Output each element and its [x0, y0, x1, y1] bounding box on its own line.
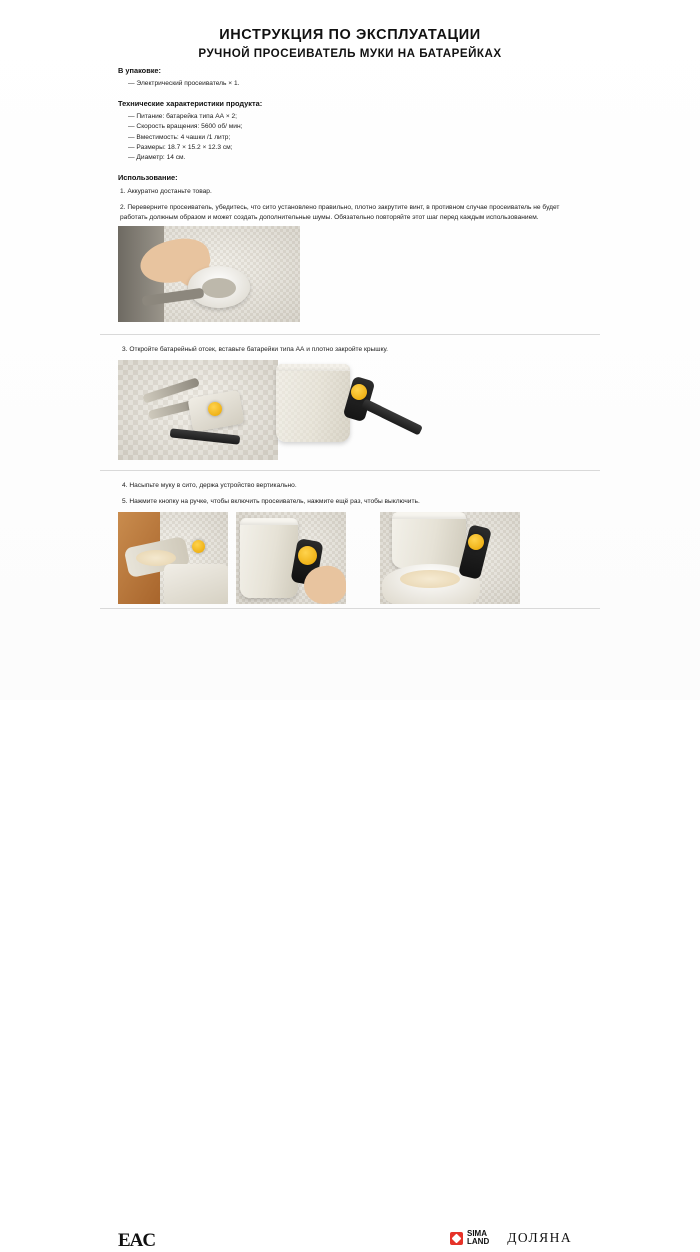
spec-item: — Питание: батарейка типа АА × 2;	[128, 113, 238, 121]
page-footer	[0, 612, 700, 1251]
sima-land-logo	[450, 1230, 489, 1247]
usage-step-4-text: Насыпьте муку в сито, держа устройство вертикально.	[129, 482, 297, 489]
spec-item: — Размеры: 18.7 × 15.2 × 12.3 см;	[128, 143, 233, 151]
photo-c-yellow-button	[351, 384, 367, 400]
usage-step-1-number: 1.	[120, 188, 126, 196]
sima-line2: LAND	[467, 1237, 490, 1247]
photo-f-rim	[392, 512, 466, 519]
photo-f-body	[392, 512, 466, 568]
usage-step-3-number: 3.	[122, 346, 128, 353]
photo-b-yellow-button	[208, 402, 222, 416]
photo-sifter-side	[256, 356, 431, 464]
spec-item: — Вместимость: 4 чашки /1 литр;	[128, 133, 231, 141]
section-heading-usage: Использование:	[118, 173, 178, 183]
package-item: — Электрический просеиватель × 1.	[128, 80, 240, 87]
usage-step-2-text: Переверните просеиватель, убедитесь, что сито установлено правильно, плотно закрутите винт, в противном случае просеиватель не будет работать должным образом и может создать дополнительные шумы. Обязательно повторяйте этот шаг перед каждым использованием.	[120, 203, 560, 221]
usage-step-4-number: 4.	[122, 482, 128, 489]
usage-step-1	[120, 187, 588, 197]
photo-e-body	[240, 518, 298, 598]
page-subtitle: РУЧНОЙ ПРОСЕИВАТЕЛЬ МУКИ НА БАТАРЕЙКАХ	[198, 47, 502, 61]
photo-f-flour	[400, 570, 460, 588]
usage-step-5	[122, 497, 592, 507]
photo-pour-flour	[118, 512, 228, 604]
eac-mark: ЕAC	[118, 1230, 156, 1251]
usage-step-3	[122, 345, 592, 355]
photo-battery-parts	[118, 360, 278, 460]
divider-2	[100, 470, 600, 471]
photo-f-yellow-button	[468, 534, 484, 550]
usage-step-2	[120, 203, 588, 223]
brand-logos	[450, 1230, 572, 1247]
divider-3	[100, 608, 600, 609]
usage-step-1-text: Аккуратно достаньте товар.	[127, 188, 212, 196]
usage-step-2-number: 2.	[120, 203, 126, 211]
sima-land-text	[467, 1230, 489, 1247]
photo-sifter-assembly	[118, 226, 300, 322]
spec-item: — Диаметр: 14 см.	[128, 154, 186, 162]
spec-item: — Скорость вращения: 5600 об/ мин;	[128, 123, 243, 131]
photo-press-button	[236, 512, 346, 604]
photo-c-handle	[361, 398, 423, 435]
page-title: ИНСТРУКЦИЯ ПО ЭКСПЛУАТАЦИИ	[219, 27, 481, 43]
photo-d-yellow-button	[192, 540, 205, 553]
sima-line1: SIMA	[467, 1229, 487, 1238]
photo-sifting	[380, 512, 520, 604]
usage-step-5-text: Нажмите кнопку на ручке, чтобы включить просеиватель, нажмите ещё раз, чтобы выключить.	[129, 498, 420, 505]
photo-e-rim	[240, 518, 298, 525]
section-heading-specs: Технические характеристики продукта:	[118, 99, 263, 109]
dolyana-logo: ДОЛЯНА	[507, 1230, 573, 1246]
sima-logo-icon	[450, 1232, 463, 1245]
usage-step-5-number: 5.	[122, 498, 128, 505]
photo-a-sieve-mesh	[202, 278, 236, 298]
photo-d-sifter-body	[164, 564, 228, 604]
usage-step-3-text: Откройте батарейный отсек, вставьте батарейки типа АА и плотно закройте крышку.	[129, 346, 389, 353]
divider-1	[100, 334, 600, 335]
usage-step-4	[122, 481, 592, 491]
photo-c-texture	[276, 364, 350, 442]
content-column	[118, 56, 588, 223]
photo-e-yellow-button	[298, 546, 317, 565]
section-heading-package: В упаковке:	[118, 66, 162, 75]
